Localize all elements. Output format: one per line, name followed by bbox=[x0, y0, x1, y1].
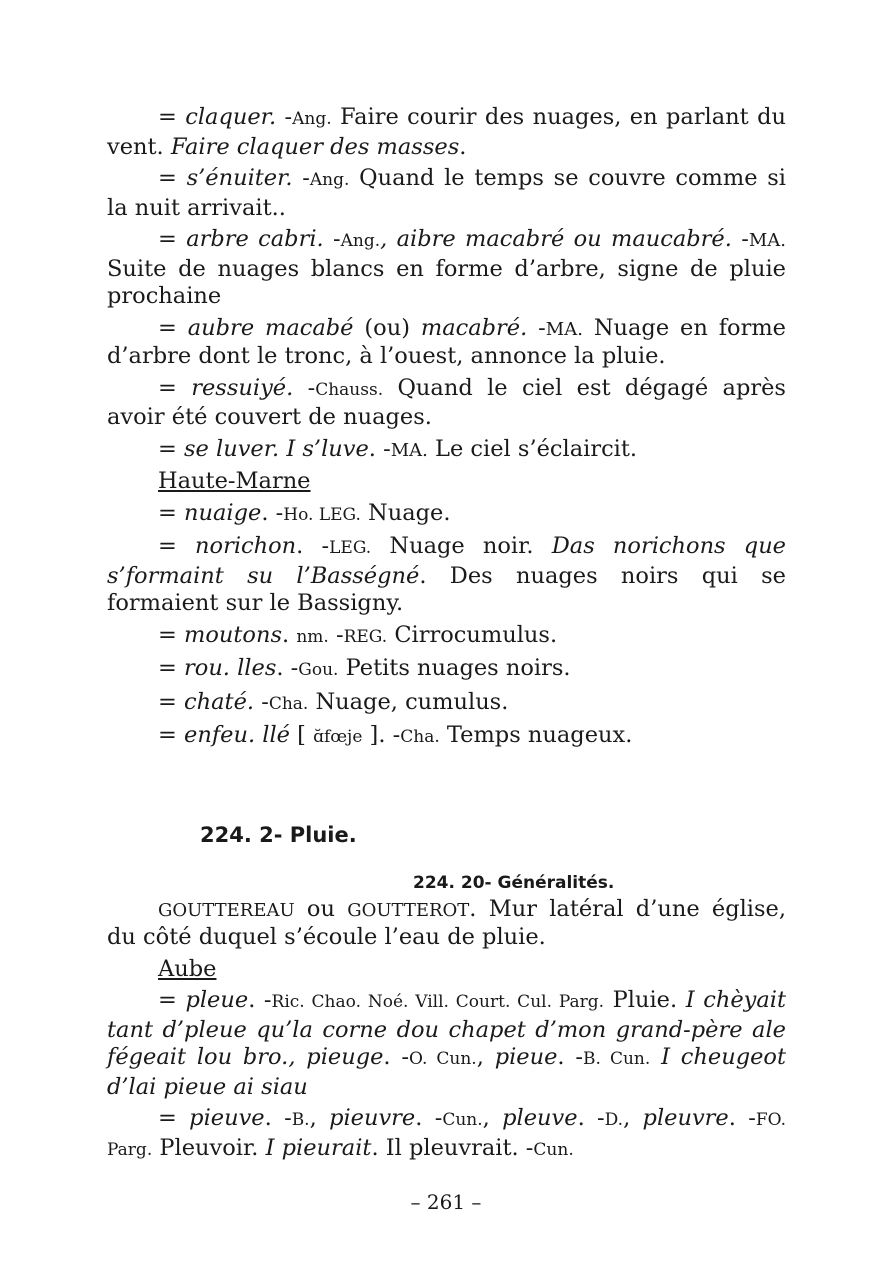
entry-aubre-macabe: = aubre macabé (ou) macabré. -MA. Nuage en forme d’arbre dont le tronc, à l’ouest, annonce la pluie. bbox=[107, 314, 786, 369]
subsection-title: 224. 20- Généralités. bbox=[413, 872, 615, 893]
section-title: 224. 2- Pluie. bbox=[200, 822, 357, 847]
entry-chate: = chaté. -Cha. Nuage, cumulus. bbox=[158, 688, 509, 715]
entry-se-luver: = se luver. I s’luve. -MA. Le ciel s’éclaircit. bbox=[158, 435, 638, 462]
region-heading-aube: Aube bbox=[158, 955, 217, 982]
entry-senuiter: = s’énuiter. -Ang. Quand le temps se couvre comme si la nuit arrivait.. bbox=[107, 165, 786, 221]
entry-norichon: = norichon. -LEG. Nuage noir. Das norichons que s’formaint su l’Basségné. Des nuages noirs qui se formaient sur le Bassigny. bbox=[107, 533, 786, 616]
entry-claquer: = claquer. -Ang. Faire courir des nuages, en parlant du vent. Faire claquer des masses. bbox=[107, 104, 786, 160]
entry-gouttereau: GOUTTEREAU ou GOUTTEROT. Mur latéral d’une église, du côté duquel s’écoule l’eau de pluie. bbox=[107, 895, 787, 950]
phonetic-transcription: ɑ̆fœje bbox=[313, 727, 363, 747]
entry-ressuiye: = ressuiyé. -Chauss. Quand le ciel est dégagé après avoir été couvert de nuages. bbox=[107, 374, 786, 430]
entry-roulles: = rou. lles. -Gou. Petits nuages noirs. bbox=[158, 655, 571, 681]
entry-pieuve: = pieuve. -B., pieuvre. -Cun., pleuve. -D., pleuvre. -FO. Parg. Pleuvoir. I pieurait. Il pleuvrait. -Cun. bbox=[107, 1105, 786, 1161]
entry-arbre-cabri: = arbre cabri. -Ang., aibre macabré ou maucabré. -MA. Suite de nuages blancs en forme d’arbre, signe de pluie prochaine bbox=[107, 226, 786, 309]
page-content bbox=[107, 104, 786, 1168]
page-number: – 261 – bbox=[410, 1190, 482, 1214]
entry-moutons: = moutons. nm. -REG. Cirrocumulus. bbox=[158, 621, 558, 648]
entry-nuaige: = nuaige. -Ho. LEG. Nuage. bbox=[158, 499, 451, 526]
region-heading-haute-marne: Haute-Marne bbox=[158, 468, 311, 494]
entry-pleue: = pleue. -Ric. Chao. Noé. Vill. Court. Cul. Parg. Pluie. I chèyait tant d’pleue qu’la corne dou chapet d’mon grand-père ale fégeait lou bro., pieuge. -O. Cun., pieue. -B. Cun. I cheugeot d’lai pieue ai siau bbox=[107, 987, 787, 1100]
entry-enfeulle: = enfeu. llé [ ɑ̆fœje ]. -Cha. Temps nuageux. bbox=[158, 722, 633, 748]
